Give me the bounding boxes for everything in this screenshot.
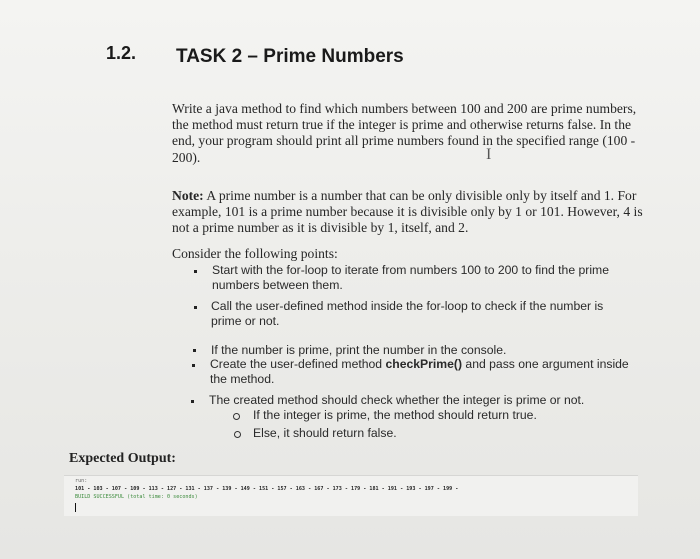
- console-caret: [75, 503, 76, 512]
- console-output: [64, 475, 638, 516]
- console-build-status: BUILD SUCCESSFUL (total time: 0 seconds): [75, 494, 198, 500]
- expected-output-label: Expected Output:: [69, 451, 176, 466]
- point-text: and pass one argument inside the method.: [210, 357, 629, 386]
- point-item: [210, 357, 640, 387]
- point-item: Start with the for-loop to iterate from numbers 100 to 200 to find the prime numbers between them.: [212, 263, 609, 292]
- circle-bullet-icon: [233, 413, 240, 420]
- intro-paragraph: Write a java method to find which numbers between 100 and 200 are prime numbers, the method must return true if the integer is prime and otherwise returns false. In the end, your program should print all prime numbers found in the specified range (100 - 200).: [172, 101, 637, 165]
- bullet-icon: [194, 270, 197, 273]
- console-run-label: run:: [75, 478, 88, 484]
- bullet-icon: [192, 364, 195, 367]
- section-title: TASK 2 – Prime Numbers: [176, 46, 404, 67]
- bullet-icon: [193, 349, 196, 352]
- note-label: Note:: [172, 188, 204, 203]
- section-number: 1.2.: [106, 43, 137, 63]
- point-item: Call the user-defined method inside the for-loop to check if the number is prime or not.: [211, 299, 604, 328]
- sub-point-item: Else, it should return false.: [253, 426, 397, 440]
- point-text: Create the user-defined method: [210, 357, 386, 371]
- note-text: A prime number is a number that can be only divisible only by itself and 1. For example, 101 is a prime number because it is divisible only by 1 or 101. However, 4 is not a prime number as it is divisible by 1, itself, and 2.: [172, 188, 643, 236]
- method-name: checkPrime(): [385, 357, 463, 371]
- bullet-icon: [194, 306, 197, 309]
- point-item: The created method should check whether the integer is prime or not.: [209, 393, 585, 407]
- note-paragraph: [172, 188, 647, 237]
- point-item: If the number is prime, print the number in the console.: [211, 343, 507, 357]
- sub-point-item: If the integer is prime, the method should return true.: [253, 408, 537, 422]
- console-prime-list: 101 - 103 - 107 - 109 - 113 - 127 - 131 - 137 - 139 - 149 - 151 - 157 - 163 - 167 - 173 - 179 - 181 - 191 - 193 - 197 - 199 -: [75, 486, 459, 492]
- consider-heading: Consider the following points:: [172, 246, 338, 261]
- bullet-icon: [191, 400, 194, 403]
- text-cursor-icon: I: [486, 146, 492, 163]
- circle-bullet-icon: [234, 431, 241, 438]
